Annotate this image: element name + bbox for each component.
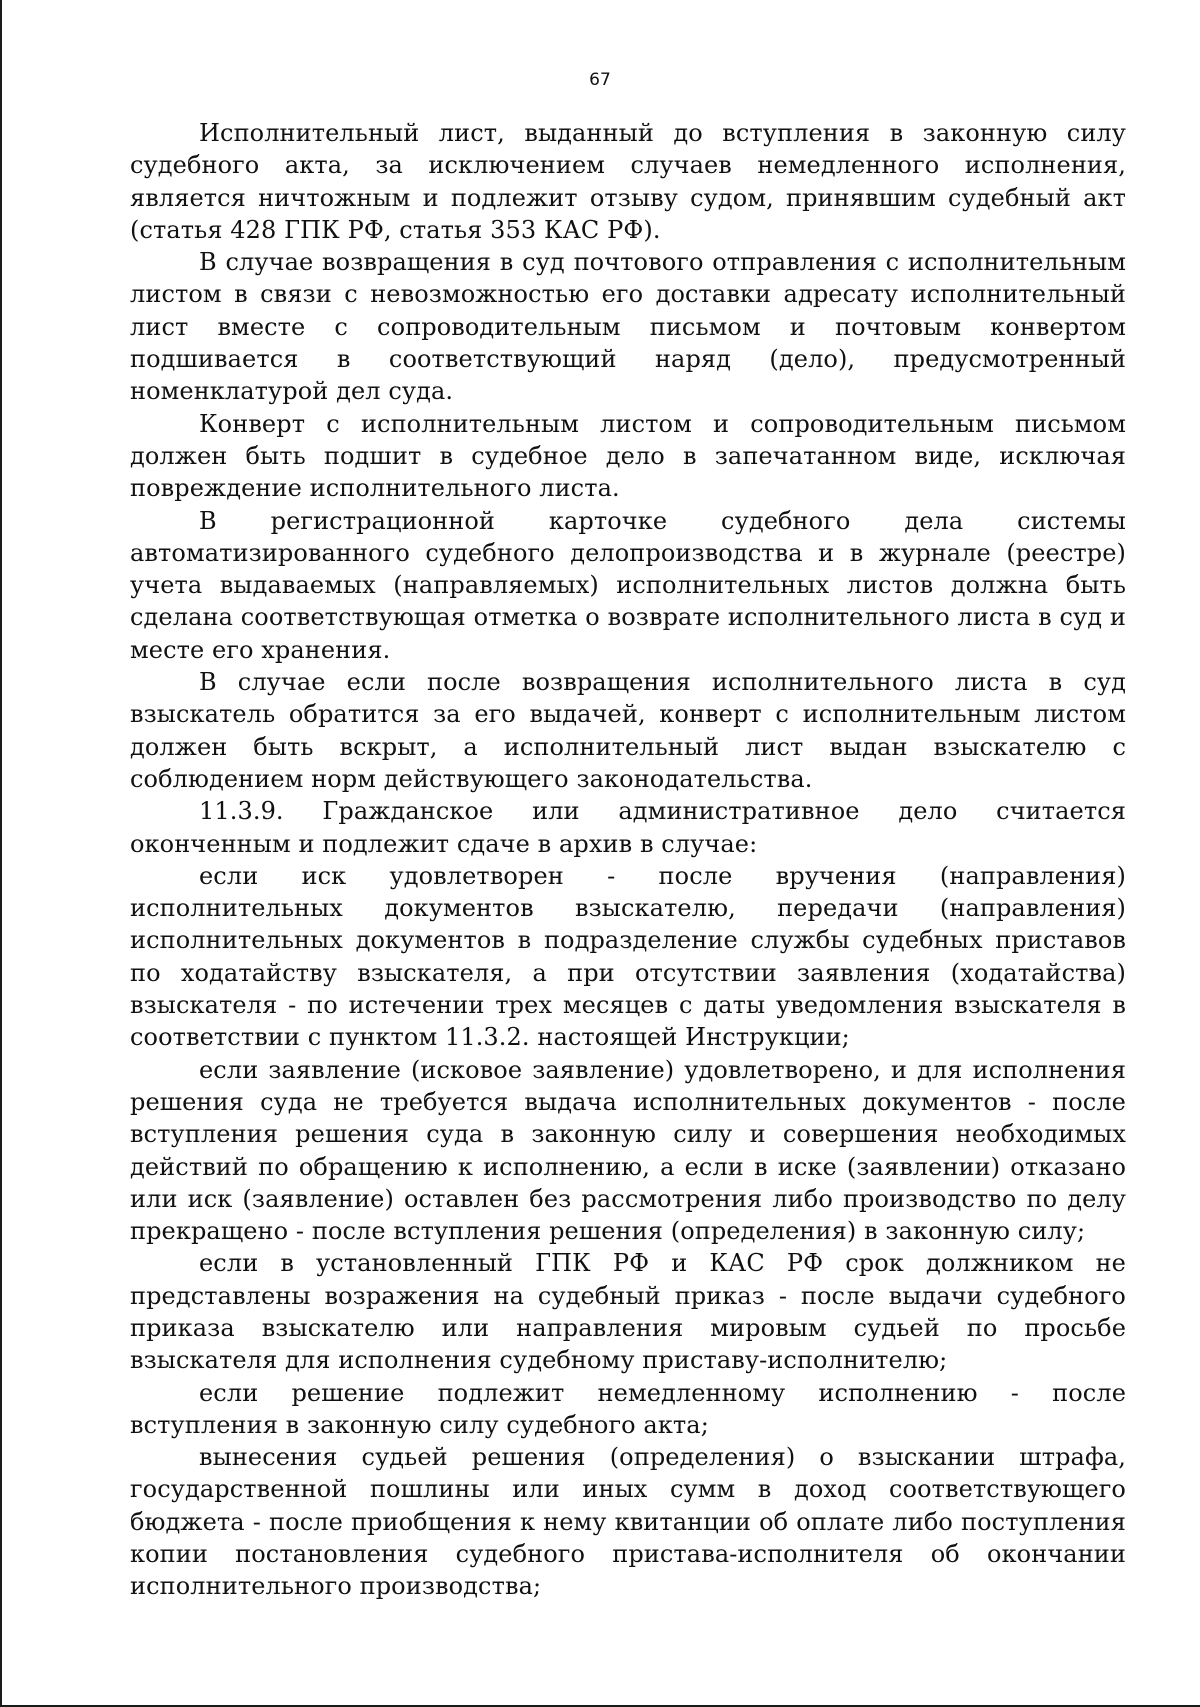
- paragraph-reissue: В случае если после возвращения исполнительного листа в суд взыскатель обратится за его выдачей, конверт с исполнительным листом должен быть вскрыт, а исполнительный лист выдан взыскателю с соблюдением норм действующего законодательства.: [130, 668, 1126, 793]
- scan-left-edge: [0, 0, 2, 1707]
- paragraph-envelope-filing: Конверт с исполнительным листом и сопроводительным письмом должен быть подшит в судебное дело в запечатанном виде, исключая повреждение исполнительного листа.: [130, 409, 1126, 503]
- paragraph-fine-recovery: вынесения судьей решения (определения) о взыскании штрафа, государственной пошлины или иных сумм в доход соответствующего бюджета - после приобщения к нему квитанции об оплате либо поступления копии постановления судебного пристава-исполнителя об окончании исполнительного производства;: [130, 1443, 1126, 1601]
- paragraph-court-order: если в установленный ГПК РФ и КАС РФ срок должником не представлены возражения на судебный приказ - после выдачи судебного приказа взыскателю или направления мировым судьей по просьбе взыскателя для исполнения судебному приставу-исполнителю;: [130, 1249, 1126, 1375]
- paragraph-claim-satisfied: если иск удовлетворен - после вручения (направления) исполнительных документов взыскателю, передачи (направления) исполнительных документов в подразделение службы судебных приставов по ходатайству взыскателя, а при отсутствии заявления (ходатайства) взыскателя - по истечении трех месяцев с даты уведомления взыскателя в соответствии с пунктом 11.3.2. настоящей Инструкции;: [130, 861, 1126, 1052]
- paragraph-immediate-execution: если решение подлежит немедленному исполнению - после вступления в законную силу судебного акта;: [130, 1378, 1126, 1439]
- paragraph-returned-mail: В случае возвращения в суд почтового отправления с исполнительным листом в связи с невозможностью его доставки адресату исполнительный лист вместе с сопроводительным письмом и почтовым конвертом подшивается в соответствующий наряд (дело), предусмотренный номенклатурой дел суда.: [130, 248, 1126, 406]
- page-number: 67: [589, 70, 611, 90]
- paragraph-registration-card: В регистрационной карточке судебного дела системы автоматизированного судебного делопроизводства и в журнале (реестре) учета выдаваемых (направляемых) исполнительных листов должна быть сделана соответствующая отметка о возврате исполнительного листа в суд и месте его хранения.: [130, 506, 1126, 664]
- paragraph-writ-void: Исполнительный лист, выданный до вступления в законную силу судебного акта, за исключением случаев немедленного исполнения, является ничтожным и подлежит отзыву судом, принявшим судебный акт (статья 428 ГПК РФ, статья 353 КАС РФ).: [130, 119, 1126, 244]
- document-body: [130, 117, 1126, 1603]
- paragraph-application-satisfied: если заявление (исковое заявление) удовлетворено, и для исполнения решения суда не требуется выдача исполнительных документов - после вступления решения суда в законную силу и совершения необходимых действий по обращению к исполнению, а если в иске (заявлении) отказано или иск (заявление) оставлен без рассмотрения либо производство по делу прекращено - после вступления решения (определения) в законную силу;: [130, 1055, 1126, 1246]
- paragraph-section-11-3-9: 11.3.9. Гражданское или административное дело считается оконченным и подлежит сдаче в архив в случае:: [130, 797, 1126, 858]
